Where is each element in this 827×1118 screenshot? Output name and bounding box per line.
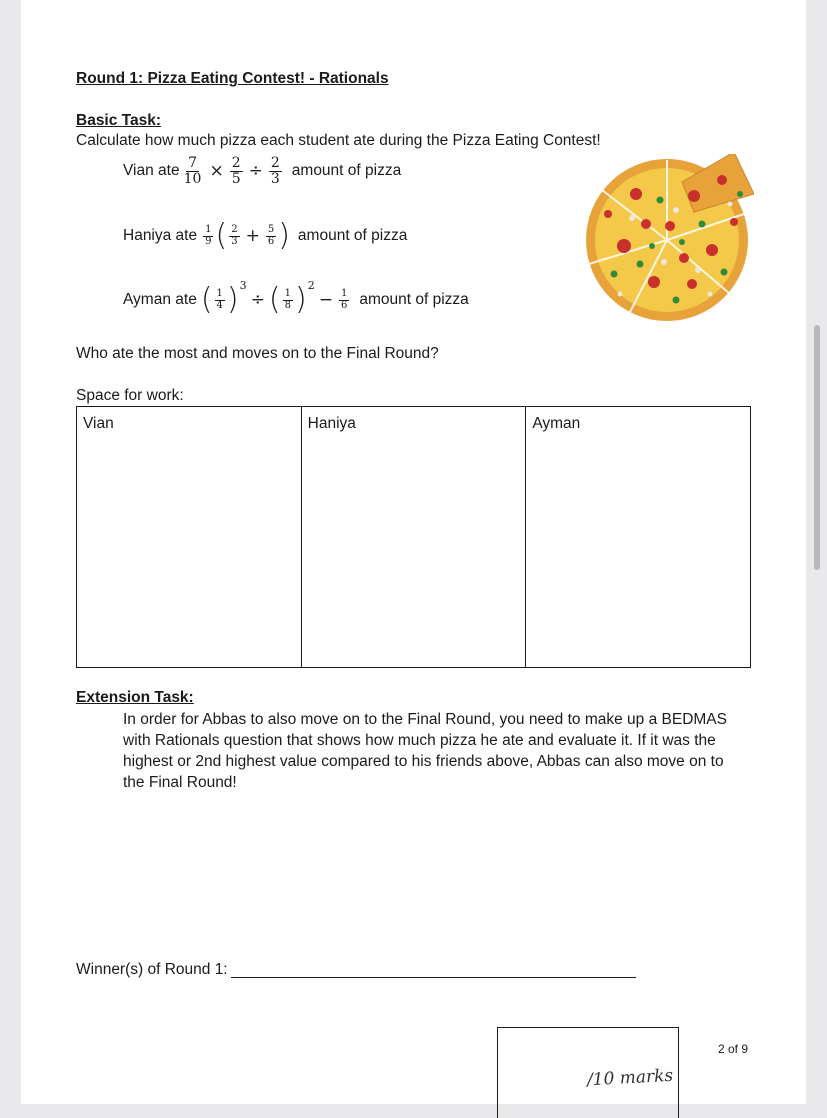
page-number: 2 of 9 (718, 1042, 749, 1056)
exponent-2: 2 (307, 279, 315, 292)
ayman-lead: Ayman ate (123, 291, 197, 308)
haniya-expression (201, 218, 290, 253)
haniya-lead: Haniya ate (123, 227, 198, 244)
numerator: 1 (216, 288, 223, 299)
denominator: 6 (267, 235, 275, 247)
denominator: 3 (270, 170, 280, 187)
basic-task-heading: Basic Task: (76, 112, 162, 129)
basic-task-description: Calculate how much pizza each student ate during the Pizza Eating Contest! (76, 132, 601, 149)
denominator: 3 (231, 235, 238, 247)
ayman-fraction-1 (215, 289, 225, 311)
haniya-fraction-1 (203, 225, 213, 247)
right-paren: ) (226, 282, 239, 317)
vian-tail: amount of pizza (291, 162, 402, 180)
numerator: 2 (231, 224, 238, 235)
denominator: 4 (216, 299, 223, 311)
divide-operator: ÷ (250, 290, 265, 310)
numerator: 5 (267, 224, 275, 235)
numerator: 1 (205, 224, 212, 235)
pizza-image (584, 154, 754, 324)
haniya-tail: amount of pizza (297, 227, 408, 244)
minus-operator: − (318, 290, 333, 310)
denominator: 5 (231, 170, 241, 187)
numerator: 1 (340, 288, 348, 299)
work-cell-ayman[interactable]: Ayman (526, 407, 751, 668)
work-table (76, 406, 751, 668)
numerator: 7 (188, 155, 197, 171)
ayman-fraction-3 (339, 289, 349, 311)
winner-answer-line[interactable] (231, 977, 636, 978)
vian-lead: Vian ate (123, 162, 180, 180)
exponent-1: 3 (239, 279, 247, 292)
extension-task-heading: Extension Task: (76, 689, 194, 706)
page-title: Round 1: Pizza Eating Contest! - Rationals (76, 70, 389, 87)
work-cell-vian[interactable]: Vian (77, 407, 302, 668)
plus-operator: + (245, 226, 260, 246)
work-space-label: Space for work: (76, 387, 184, 404)
haniya-fraction-2 (229, 225, 239, 247)
vian-fraction-1 (182, 156, 204, 186)
denominator: 10 (183, 170, 202, 187)
divide-operator: ÷ (248, 161, 263, 182)
vian-equation (123, 156, 401, 186)
denominator: 9 (205, 235, 212, 247)
ayman-fraction-2 (283, 289, 293, 311)
numerator: 1 (284, 288, 291, 299)
scrollbar[interactable] (814, 325, 820, 570)
extension-task-text: In order for Abbas to also move on to the Final Round, you need to make up a BEDMAS with Rationals question that shows how much pizza he ate and evaluate it. If it was the highest or 2nd highest value compared to his friends above, Abbas can also move on to the Final Round! (123, 711, 727, 791)
vian-expression (180, 156, 284, 186)
denominator: 6 (340, 299, 348, 311)
numerator: 2 (270, 155, 280, 171)
vian-fraction-3 (269, 156, 282, 186)
work-cell-haniya[interactable]: Haniya (301, 407, 526, 668)
multiply-operator: × (209, 161, 224, 182)
winner-label: Winner(s) of Round 1: (76, 961, 228, 978)
denominator: 8 (284, 299, 291, 311)
document-page (21, 0, 806, 1104)
haniya-fraction-3 (266, 225, 276, 247)
left-paren: ( (200, 282, 213, 317)
marks-text: /10 marks (586, 1065, 674, 1091)
right-paren: ) (294, 282, 307, 317)
left-paren: ( (268, 282, 281, 317)
left-paren: ( (215, 218, 228, 253)
right-paren: ) (278, 218, 290, 253)
ayman-expression (200, 279, 352, 317)
haniya-equation (123, 218, 408, 253)
numerator: 2 (231, 155, 241, 171)
question-text: Who ate the most and moves on to the Final Round? (76, 345, 439, 362)
ayman-tail: amount of pizza (359, 291, 469, 308)
ayman-equation (123, 279, 469, 317)
vian-fraction-2 (230, 156, 243, 186)
